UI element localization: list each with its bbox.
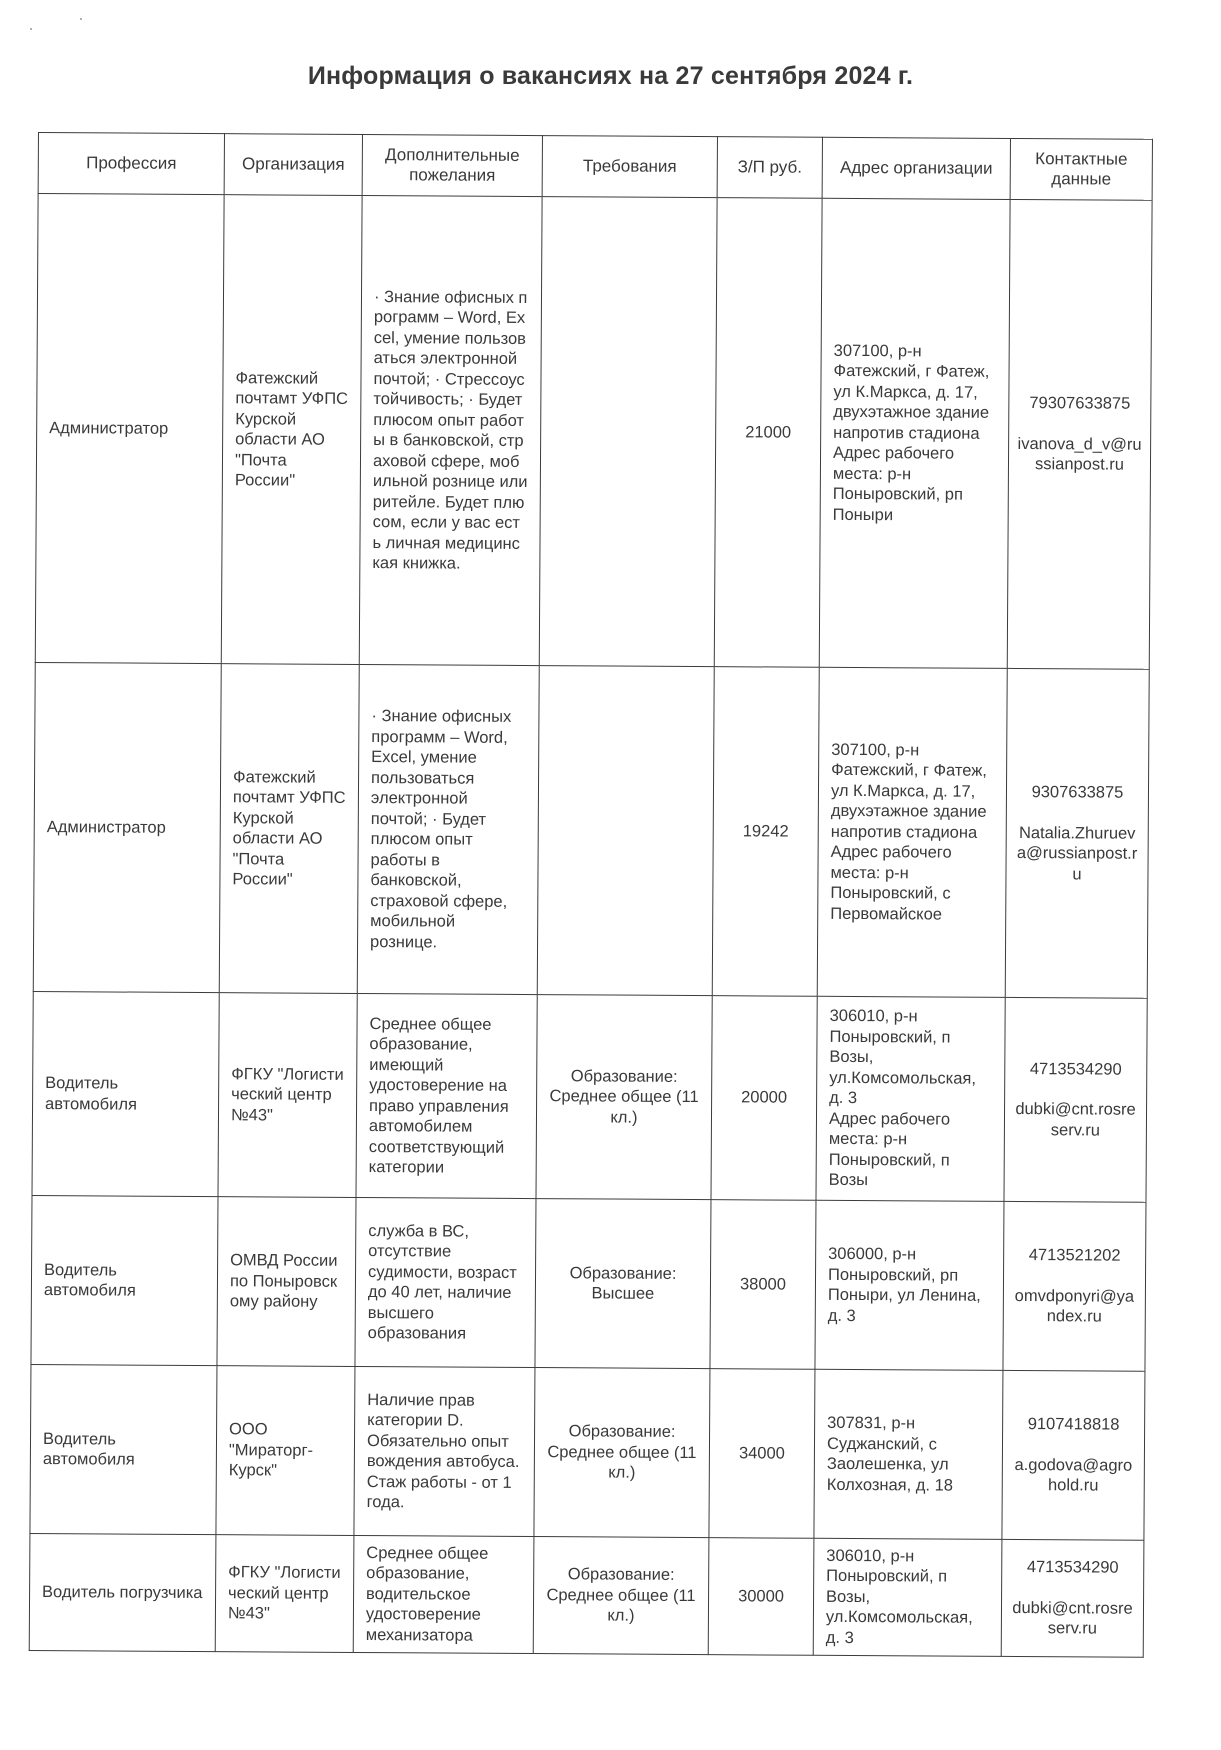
address-text: 307831, р-н Суджанский, с Заолешенка, ул Колхозная, д. 18 — [826, 1413, 954, 1495]
email-address: a.godova@agrohold.ru — [1014, 1455, 1133, 1495]
header-wishes: Дополнительные пожелания — [362, 134, 542, 196]
contacts-cell — [1005, 668, 1149, 998]
wishes-cell: служба в ВС, отсутствие судимости, возраст до 40 лет, наличие высшего образования — [355, 1197, 536, 1367]
phone-number: 4713534290 — [1026, 1558, 1119, 1577]
address-cell — [819, 198, 1010, 668]
organization-cell: ООО "Мираторг-Курск" — [216, 1366, 355, 1536]
header-address: Адрес организации — [822, 137, 1010, 199]
scan-speck — [80, 18, 82, 20]
phone-number: 9107418818 — [1027, 1415, 1120, 1434]
vacancies-table — [29, 132, 1153, 1658]
email-address: ivanova_d_v@russianpost.ru — [1017, 434, 1142, 474]
profession-cell: Водитель автомобиля — [30, 1364, 217, 1534]
wishes-cell: · Знание офисных программ – Word, Excel, умение пользоваться электронной почтой; · Стрессоустойчивость; · Будет плюсом опыт работы в банковской, страховой сфере, мобильной рознице или ритейле. Будет плюсом, если у вас есть личная медицинская книжка. — [359, 195, 542, 665]
table-row — [29, 1533, 1144, 1657]
wishes-cell: Среднее общее образование, водительское удостоверение механизатора — [353, 1535, 534, 1653]
contacts-cell — [1002, 1370, 1145, 1540]
profession-cell: Водитель погрузчика — [29, 1533, 216, 1651]
salary-cell: 20000 — [711, 996, 817, 1201]
profession-cell: Администратор — [35, 194, 224, 664]
email-address: dubki@cnt.rosreserv.ru — [1012, 1598, 1133, 1638]
address-cell — [814, 1369, 1003, 1539]
address-text: 306000, р-н Поныровский, рп Поныри, ул Ленина, д. 3 — [827, 1244, 981, 1325]
header-requirements: Требования — [542, 136, 717, 198]
organization-cell: ФГКУ "Логистический центр №43" — [218, 993, 357, 1198]
table-row — [30, 1364, 1145, 1540]
salary-cell: 19242 — [712, 667, 819, 997]
address-cell — [817, 667, 1007, 997]
header-organization: Организация — [224, 134, 362, 196]
table-header-row — [38, 133, 1152, 201]
address-text: 307100, р-н Фатежский, г Фатеж, ул К.Маркса, д. 17, двухэтажное здание напротив стадиона Адрес рабочего места: р-н Поныровский, с Первомайское — [830, 740, 987, 924]
header-profession: Профессия — [38, 133, 224, 195]
requirements-cell — [539, 197, 717, 667]
requirements-cell: Образование: Среднее общее (11 кл.) — [534, 1368, 710, 1538]
address-cell — [816, 996, 1005, 1201]
profession-cell: Водитель автомобиля — [32, 991, 219, 1196]
address-text: 306010, р-н Поныровский, п Возы, ул.Комсомольская, д. 3 — [825, 1546, 973, 1647]
profession-cell: Водитель автомобиля — [31, 1195, 218, 1365]
table-row — [31, 1195, 1146, 1371]
contacts-cell — [1004, 997, 1147, 1202]
address-text: 307100, р-н Фатежский, г Фатеж, ул К.Маркса, д. 17, двухэтажное здание напротив стадиона Адрес рабочего места: р-н Поныровский, рп Поныри — [832, 341, 990, 524]
requirements-cell — [537, 666, 714, 996]
organization-cell: ОМВД России по Поныровскому району — [217, 1197, 356, 1367]
requirements-cell: Образование: Среднее общее (11 кл.) — [536, 995, 712, 1200]
organization-cell: Фатежский почтамт УФПС Курской области АО "Почта России" — [221, 195, 362, 665]
salary-cell: 38000 — [710, 1200, 816, 1370]
address-text: 306010, р-н Поныровский, п Возы, ул.Комсомольская, д. 3 Адрес рабочего места: р-н Поныровский, п Возы — [828, 1007, 977, 1190]
address-cell — [815, 1200, 1004, 1370]
phone-number: 9307633875 — [1031, 783, 1124, 802]
wishes-cell: Наличие прав категории D. Обязательно опыт вождения автобуса. Стаж работы - от 1 года. — [354, 1366, 535, 1536]
email-address: dubki@cnt.rosreserv.ru — [1015, 1100, 1136, 1140]
requirements-cell: Образование: Высшее — [535, 1199, 711, 1369]
organization-cell: Фатежский почтамт УФПС Курской области АО "Почта России" — [219, 664, 359, 994]
contacts-cell — [1007, 199, 1152, 669]
header-salary: З/П руб. — [717, 137, 822, 199]
header-contacts: Контактные данные — [1010, 138, 1152, 200]
salary-cell: 34000 — [709, 1369, 815, 1539]
profession-cell: Администратор — [33, 662, 221, 992]
organization-cell: ФГКУ "Логистический центр №43" — [215, 1535, 354, 1653]
address-cell — [813, 1538, 1002, 1656]
email-address: Natalia.Zhurueva@russianpost.ru — [1016, 823, 1138, 883]
wishes-cell: Среднее общее образование, имеющий удостоверение на право управления автомобилем соответствующий категории — [356, 993, 537, 1198]
table-row — [32, 991, 1147, 1202]
salary-cell: 30000 — [708, 1538, 814, 1656]
phone-number: 4713521202 — [1028, 1246, 1121, 1265]
email-address: omvdponyri@yandex.ru — [1014, 1286, 1135, 1326]
table-row — [33, 662, 1149, 998]
requirements-cell: Образование: Среднее общее (11 кл.) — [533, 1537, 709, 1655]
contacts-cell — [1001, 1539, 1144, 1657]
wishes-cell: · Знание офисных программ – Word, Excel, умение пользоваться электронной почтой; · Будет плюсом опыт работы в банковской, страховой сфере, мобильной рознице. — [357, 664, 539, 994]
contacts-cell — [1003, 1201, 1146, 1371]
phone-number: 4713534290 — [1029, 1059, 1122, 1079]
phone-number: 79307633875 — [1029, 394, 1131, 413]
page-title: Информация о вакансиях на 27 сентября 2024 г. — [307, 62, 914, 90]
salary-cell: 21000 — [714, 198, 822, 668]
table-row — [35, 194, 1152, 670]
scan-speck — [30, 28, 32, 30]
